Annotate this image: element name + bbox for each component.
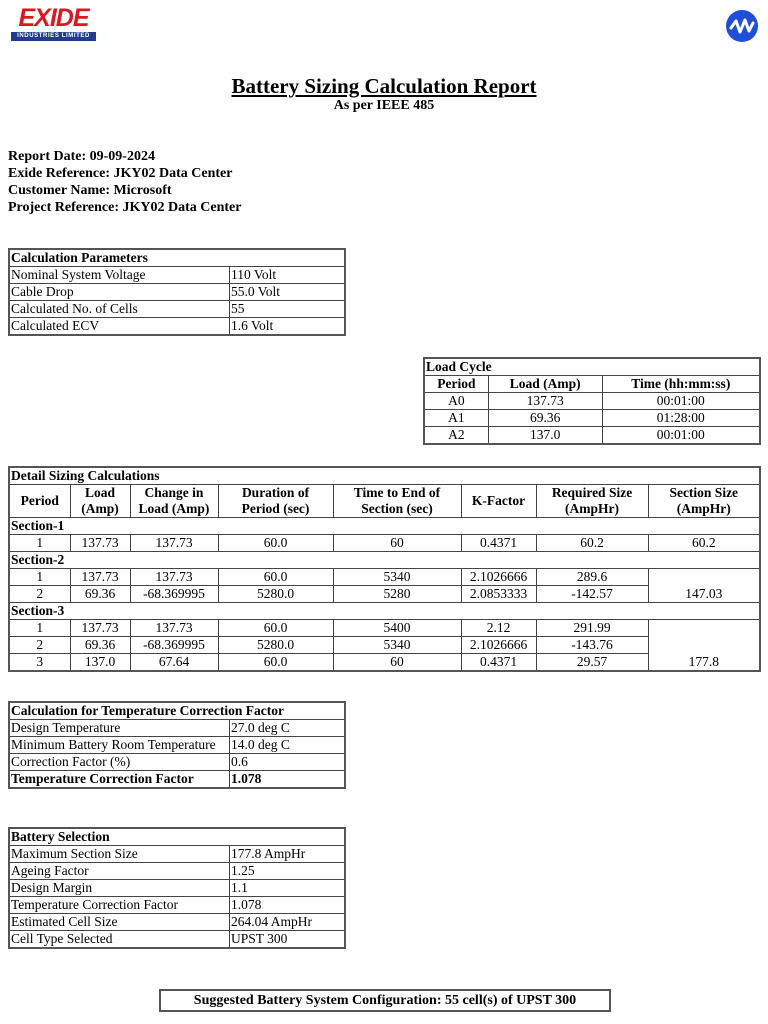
table-cell: 137.73 <box>70 620 130 637</box>
table-cell: 1 <box>9 569 70 586</box>
column-header-period: Period <box>9 485 70 518</box>
table-row <box>9 880 345 897</box>
table-cell: 69.36 <box>488 410 602 427</box>
table-row <box>424 427 760 445</box>
report-info <box>8 148 242 216</box>
table-cell: 69.36 <box>70 637 130 654</box>
suggested-configuration: Suggested Battery System Configuration: 55 cell(s) of UPST 300 <box>159 989 611 1012</box>
param-label: Minimum Battery Room Temperature <box>9 737 230 754</box>
param-label: Correction Factor (%) <box>9 754 230 771</box>
column-header-section-size: Section Size (AmpHr) <box>648 485 760 518</box>
param-label: Temperature Correction Factor <box>9 771 230 789</box>
param-label: Ageing Factor <box>9 863 230 880</box>
column-header-required-size: Required Size (AmpHr) <box>536 485 648 518</box>
table-cell: 2 <box>9 637 70 654</box>
table-cell: 0.4371 <box>461 535 536 552</box>
param-value: 14.0 deg C <box>230 737 346 754</box>
table-cell: A2 <box>424 427 488 445</box>
column-header: Time (hh:mm:ss) <box>602 376 760 393</box>
param-label: Design Temperature <box>9 720 230 737</box>
table-caption: Battery Selection <box>9 828 345 846</box>
table-cell: 137.0 <box>70 654 130 672</box>
table-cell: 67.64 <box>130 654 218 672</box>
table-cell: 01:28:00 <box>602 410 760 427</box>
table-cell: 137.73 <box>130 620 218 637</box>
table-cell: 2 <box>9 586 70 603</box>
table-row <box>9 620 760 637</box>
column-header-kfactor: K-Factor <box>461 485 536 518</box>
table-cell: 60 <box>333 535 461 552</box>
section-size-cell: 177.8 <box>648 620 760 672</box>
table-cell: 60.0 <box>218 620 333 637</box>
report-title: Battery Sizing Calculation Report <box>231 74 537 98</box>
calculation-parameters-table <box>8 248 346 336</box>
section-heading: Section-3 <box>9 603 760 620</box>
exide-logo-wordmark: EXIDE <box>18 4 89 32</box>
param-value: 1.6 Volt <box>230 318 346 336</box>
table-cell: 5340 <box>333 637 461 654</box>
table-cell: 5280.0 <box>218 637 333 654</box>
table-row <box>9 914 345 931</box>
table-cell: 137.0 <box>488 427 602 445</box>
table-cell: 5280 <box>333 586 461 603</box>
param-label: Nominal System Voltage <box>9 267 230 284</box>
param-label: Maximum Section Size <box>9 846 230 863</box>
detail-sizing-table <box>8 466 761 672</box>
wave-circle-logo-icon <box>725 9 759 43</box>
param-value: 177.8 AmpHr <box>230 846 346 863</box>
table-cell: 60.0 <box>218 569 333 586</box>
param-value: 1.078 <box>230 897 346 914</box>
load-cycle-table <box>423 357 761 445</box>
table-cell: 291.99 <box>536 620 648 637</box>
table-cell: 137.73 <box>130 569 218 586</box>
table-row <box>9 586 760 603</box>
param-label: Temperature Correction Factor <box>9 897 230 914</box>
table-cell: 137.73 <box>70 535 130 552</box>
table-row <box>9 771 345 789</box>
table-cell: -68.369995 <box>130 586 218 603</box>
table-cell: A1 <box>424 410 488 427</box>
table-row <box>9 318 345 336</box>
param-value: UPST 300 <box>230 931 346 949</box>
report-subtitle: As per IEEE 485 <box>333 98 435 113</box>
table-cell: 60.2 <box>536 535 648 552</box>
table-caption: Calculation for Temperature Correction Factor <box>9 702 345 720</box>
table-row <box>9 720 345 737</box>
table-cell: 3 <box>9 654 70 672</box>
column-header: Period <box>424 376 488 393</box>
report-date: Report Date: 09-09-2024 <box>8 149 155 164</box>
param-value: 1.078 <box>230 771 346 789</box>
table-row <box>9 863 345 880</box>
table-cell: -68.369995 <box>130 637 218 654</box>
param-value: 55 <box>230 301 346 318</box>
table-row <box>9 846 345 863</box>
param-value: 0.6 <box>230 754 346 771</box>
table-row <box>9 737 345 754</box>
table-cell: 60.0 <box>218 535 333 552</box>
table-cell: 5400 <box>333 620 461 637</box>
table-cell: 137.73 <box>488 393 602 410</box>
table-row <box>424 410 760 427</box>
exide-logo-tagline: INDUSTRIES LIMITED <box>11 32 96 41</box>
exide-logo <box>10 6 97 42</box>
param-label: Design Margin <box>9 880 230 897</box>
column-header-load: Load (Amp) <box>70 485 130 518</box>
table-cell: 69.36 <box>70 586 130 603</box>
param-value: 110 Volt <box>230 267 346 284</box>
section-heading: Section-1 <box>9 518 760 535</box>
param-value: 1.1 <box>230 880 346 897</box>
param-value: 55.0 Volt <box>230 284 346 301</box>
table-cell: 60 <box>333 654 461 672</box>
table-row <box>9 654 760 672</box>
table-cell: 5280.0 <box>218 586 333 603</box>
param-label: Calculated No. of Cells <box>9 301 230 318</box>
table-row <box>9 754 345 771</box>
param-value: 1.25 <box>230 863 346 880</box>
table-row <box>424 393 760 410</box>
table-caption: Calculation Parameters <box>9 249 345 267</box>
table-cell: A0 <box>424 393 488 410</box>
section-size-cell: 147.03 <box>648 569 760 603</box>
param-label: Estimated Cell Size <box>9 914 230 931</box>
table-cell: 289.6 <box>536 569 648 586</box>
temperature-correction-table <box>8 701 346 789</box>
table-cell: 60.0 <box>218 654 333 672</box>
table-cell: 2.0853333 <box>461 586 536 603</box>
table-cell: 1 <box>9 620 70 637</box>
battery-selection-table <box>8 827 346 949</box>
column-header: Load (Amp) <box>488 376 602 393</box>
table-cell: -143.76 <box>536 637 648 654</box>
column-header-change: Change in Load (Amp) <box>130 485 218 518</box>
table-cell: 2.12 <box>461 620 536 637</box>
table-cell: 1 <box>9 535 70 552</box>
table-cell: 137.73 <box>130 535 218 552</box>
table-cell: 2.1026666 <box>461 637 536 654</box>
table-row <box>9 569 760 586</box>
table-cell: 137.73 <box>70 569 130 586</box>
table-row <box>9 637 760 654</box>
column-header-time-to-end: Time to End of Section (sec) <box>333 485 461 518</box>
column-header-duration: Duration of Period (sec) <box>218 485 333 518</box>
table-cell: 00:01:00 <box>602 427 760 445</box>
param-label: Cable Drop <box>9 284 230 301</box>
table-cell: 2.1026666 <box>461 569 536 586</box>
section-heading: Section-2 <box>9 552 760 569</box>
table-cell: 0.4371 <box>461 654 536 672</box>
param-value: 27.0 deg C <box>230 720 346 737</box>
customer-name: Customer Name: Microsoft <box>8 183 172 198</box>
table-caption: Load Cycle <box>424 358 760 376</box>
table-row <box>9 284 345 301</box>
table-row <box>9 897 345 914</box>
table-cell: 29.57 <box>536 654 648 672</box>
table-cell: 5340 <box>333 569 461 586</box>
table-cell: 00:01:00 <box>602 393 760 410</box>
table-row <box>9 301 345 318</box>
project-reference: Project Reference: JKY02 Data Center <box>8 200 242 215</box>
section-size-cell: 60.2 <box>648 535 760 552</box>
table-caption: Detail Sizing Calculations <box>9 467 760 485</box>
table-row <box>9 267 345 284</box>
param-label: Cell Type Selected <box>9 931 230 949</box>
param-value: 264.04 AmpHr <box>230 914 346 931</box>
table-row <box>9 535 760 552</box>
param-label: Calculated ECV <box>9 318 230 336</box>
table-cell: -142.57 <box>536 586 648 603</box>
table-row <box>9 931 345 949</box>
exide-reference: Exide Reference: JKY02 Data Center <box>8 166 233 181</box>
